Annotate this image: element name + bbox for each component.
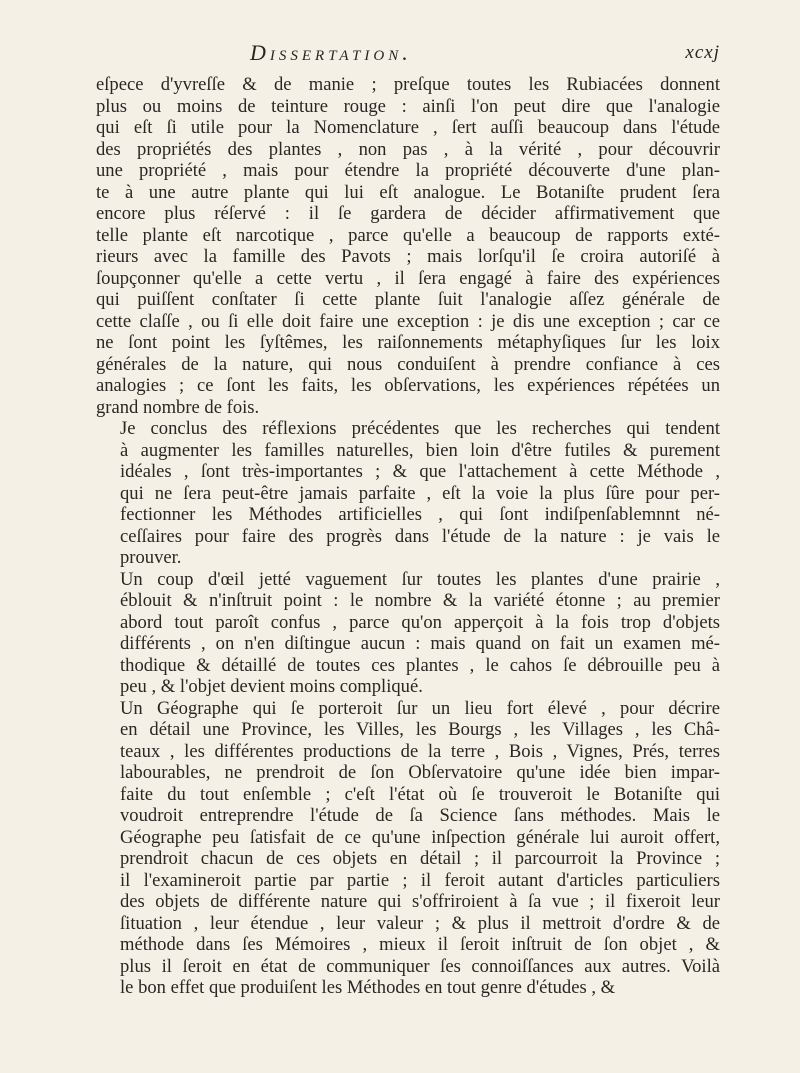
text-line: encore plus réſervé : il ſe gardera de décider affirmativement que: [96, 203, 720, 224]
text-line: voudroit entreprendre l'étude de ſa Science ſans méthodes. Mais le: [120, 805, 720, 826]
paragraph: [96, 74, 720, 418]
text-line: le bon effet que produiſent les Méthodes en tout genre d'études , &: [120, 977, 616, 998]
text-line: Un coup d'œil jetté vaguement ſur toutes les plantes d'une prairie ,: [120, 568, 720, 590]
text-line: telle plante eſt narcotique , parce qu'elle a beaucoup de rapports exté-: [96, 224, 720, 246]
text-line: il l'examineroit partie par partie ; il feroit autant d'articles particuliers: [120, 869, 720, 891]
text-line: en détail une Province, les Villes, les Bourgs , les Villages , les Châ-: [120, 719, 720, 740]
text-line: thodique & détaillé de toutes ces plantes , le cahos ſe débrouille peu à: [120, 654, 720, 676]
text-line: prouver.: [120, 547, 182, 568]
text-line: qui ne ſera peut-être jamais parfaite , eſt la voie la plus ſûre pour per-: [120, 482, 720, 504]
text-line: Géographe peu ſatisfait de ce qu'une inſpection générale lui auroit offert,: [120, 826, 720, 848]
text-line: ſituation , leur étendue , leur valeur ; & plus il mettroit d'ordre & de: [120, 912, 720, 934]
text-line: eſpece d'yvreſſe & de manie ; preſque toutes les Rubiacées donnent: [96, 74, 720, 95]
text-line: faite du tout enſemble ; c'eſt l'état où ſe trouveroit le Botaniſte qui: [120, 783, 720, 805]
text-line: fectionner les Méthodes artificielles , qui ſont indiſpenſablemnnt né-: [120, 504, 720, 525]
text-line: différents , on n'en diſtingue aucun : mais quand on fait un examen mé-: [120, 633, 720, 654]
text-line: prendroit chacun de ces objets en détail ; il parcourroit la Province ;: [120, 848, 720, 869]
text-line: ne ſont point les ſyſtêmes, les raiſonnements métaphyſiques ſur les loix: [96, 332, 720, 353]
text-line: à augmenter les familles naturelles, bien loin d'être futiles & purement: [120, 439, 720, 461]
text-line: Un Géographe qui ſe porteroit ſur un lieu fort élevé , pour décrire: [120, 697, 720, 719]
text-line: abord tout paroît confus , parce qu'on apperçoit à la fois trop d'objets: [120, 611, 720, 633]
text-line: qui eſt ſi utile pour la Nomenclature , ſert auſſi beaucoup dans l'étude: [96, 117, 720, 138]
text-line: rieurs avec la famille des Pavots ; mais lorſqu'il ſe croira autoriſé à: [96, 246, 720, 267]
text-line: ſoupçonner qu'elle a cette vertu , il ſera engagé à faire des expériences: [96, 267, 720, 289]
text-line: labourables, ne prendroit de ſon Obſervatoire qu'une idée bien impar-: [120, 762, 720, 783]
page-header: [250, 40, 720, 68]
text-line: analogies ; ce ſont les faits, les obſervations, les expériences répétées un: [96, 375, 720, 396]
paragraph: [96, 698, 720, 999]
text-line: plus il ſeroit en état de communiquer ſes connoiſſances aux autres. Voilà: [120, 955, 720, 977]
text-line: grand nombre de fois.: [96, 396, 260, 418]
body-text: [96, 74, 720, 999]
text-line: teaux , les différentes productions de la terre , Bois , Vignes, Prés, terres: [120, 740, 720, 762]
text-line: cette claſſe , ou ſi elle doit faire une exception : je dis une exception ; car ce: [96, 310, 720, 332]
text-line: idéales , ſont très-importantes ; & que l'attachement à cette Méthode ,: [120, 461, 720, 482]
running-title: Dissertation.: [250, 40, 412, 65]
text-line: des objets de différente nature qui s'offriroient à ſa vue ; il fixeroit leur: [120, 891, 720, 912]
text-line: des propriétés des plantes , non pas , à la vérité , pour découvrir: [96, 138, 720, 160]
text-line: éblouit & n'inſtruit point : le nombre & la variété étonne ; au premier: [120, 590, 720, 611]
text-line: méthode dans ſes Mémoires , mieux il ſeroit inſtruit de ſon objet , &: [120, 934, 720, 955]
page-number: xcxj: [685, 42, 720, 63]
paragraph: [96, 569, 720, 698]
paragraph: [96, 418, 720, 569]
text-line: ceſſaires pour faire des progrès dans l'étude de la nature : je vais le: [120, 525, 720, 547]
text-line: te à une autre plante qui lui eſt analogue. Le Botaniſte prudent ſera: [96, 181, 720, 203]
text-line: Je conclus des réflexions précédentes que les recherches qui tendent: [120, 418, 720, 439]
text-line: peu , & l'objet devient moins compliqué.: [120, 676, 423, 697]
text-line: une propriété , mais pour étendre la propriété découverte d'une plan-: [96, 160, 720, 181]
text-line: plus ou moins de teinture rouge : ainſi l'on peut dire que l'analogie: [96, 95, 720, 117]
text-line: générales de la nature, qui nous conduiſent à prendre confiance à ces: [96, 353, 720, 375]
text-line: qui puiſſent conſtater ſi cette plante ſuit l'analogie aſſez générale de: [96, 289, 720, 310]
